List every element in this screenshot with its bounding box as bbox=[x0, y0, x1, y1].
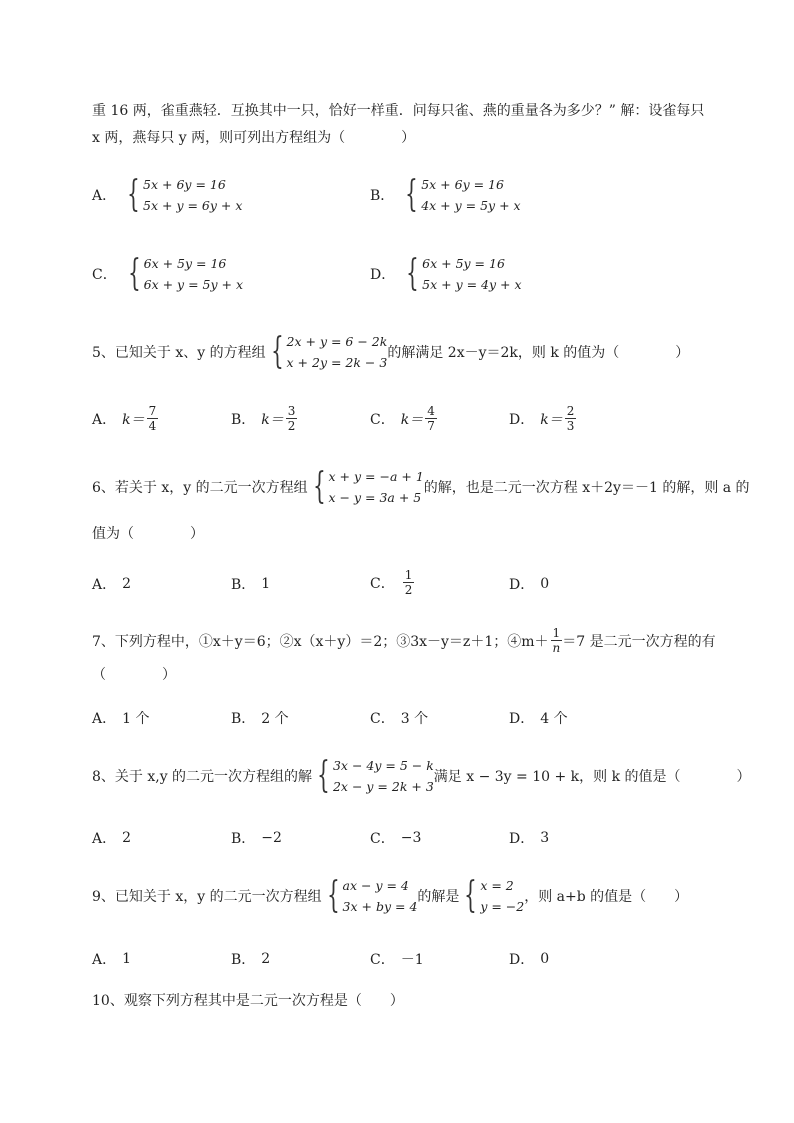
option-label: C． bbox=[370, 711, 395, 727]
question-8 bbox=[92, 755, 751, 797]
brace-icon: { bbox=[317, 755, 330, 796]
equation: 3x − 4y = 5 − k bbox=[332, 758, 434, 773]
option-label: B． bbox=[370, 188, 395, 204]
denominator: n bbox=[552, 641, 561, 655]
equation: y = −2 bbox=[480, 899, 525, 914]
question-6-prefix: 6、若关于 x，y 的二元一次方程组 bbox=[92, 480, 308, 496]
solution-system bbox=[459, 875, 524, 917]
brace-icon: { bbox=[127, 174, 140, 215]
question-7-line2: （ ） bbox=[92, 667, 176, 683]
equation: 5x + y = 4y + x bbox=[422, 277, 522, 292]
brace-icon: { bbox=[270, 331, 284, 372]
q4-option-a[interactable] bbox=[92, 174, 242, 216]
numerator: 1 bbox=[552, 626, 561, 640]
q7-option-c[interactable] bbox=[370, 708, 428, 728]
option-text: 2 bbox=[261, 951, 271, 967]
option-label: B． bbox=[231, 711, 256, 727]
option-lhs: k＝ bbox=[122, 411, 145, 428]
equation: 5x + y = 6y + x bbox=[143, 198, 243, 213]
option-label: B． bbox=[231, 411, 256, 428]
equation-system bbox=[266, 331, 388, 373]
fraction bbox=[425, 404, 437, 433]
fraction bbox=[147, 404, 159, 433]
equation: 4x + y = 5y + x bbox=[421, 198, 521, 213]
question-5-prefix: 5、已知关于 x、y 的方程组 bbox=[92, 345, 266, 361]
option-label: D． bbox=[509, 711, 535, 727]
numerator: 7 bbox=[148, 404, 157, 418]
option-label: C． bbox=[370, 952, 395, 968]
option-text: −2 bbox=[261, 830, 282, 846]
fraction bbox=[403, 568, 415, 597]
brace-icon: { bbox=[406, 253, 419, 294]
question-7 bbox=[92, 626, 716, 655]
denominator: 3 bbox=[566, 419, 575, 433]
option-label: A． bbox=[92, 188, 117, 204]
question-7-suffix: ＝7 是二元一次方程的有 bbox=[562, 633, 716, 650]
numerator: 2 bbox=[566, 404, 575, 418]
equation-system bbox=[122, 174, 242, 216]
q9-option-b[interactable] bbox=[231, 949, 270, 969]
option-label: B． bbox=[231, 577, 256, 593]
denominator: 2 bbox=[287, 419, 296, 433]
option-text: 0 bbox=[540, 951, 550, 967]
q4-option-c[interactable] bbox=[92, 253, 243, 295]
numerator: 4 bbox=[427, 404, 435, 418]
option-text: 2 个 bbox=[261, 711, 289, 727]
q6-option-a[interactable] bbox=[92, 574, 131, 594]
q6-option-c[interactable] bbox=[370, 568, 414, 597]
option-text: 0 bbox=[540, 576, 550, 592]
equation: x + y = −a + 1 bbox=[328, 469, 424, 484]
option-label: C． bbox=[370, 411, 395, 428]
equation: 6x + 5y = 16 bbox=[143, 256, 227, 271]
q8-option-b[interactable] bbox=[231, 828, 282, 848]
question-5 bbox=[92, 331, 689, 373]
option-label: A． bbox=[92, 711, 117, 727]
option-text: 1 个 bbox=[122, 711, 150, 727]
brace-icon: { bbox=[464, 875, 478, 916]
equation-system bbox=[312, 755, 434, 797]
brace-icon: { bbox=[405, 174, 419, 215]
option-label: B． bbox=[231, 952, 256, 968]
q7-option-b[interactable] bbox=[231, 708, 289, 728]
brace-icon: { bbox=[326, 875, 340, 916]
option-text: 1 bbox=[122, 951, 132, 967]
equation: 5x + 6y = 16 bbox=[421, 177, 504, 192]
option-label: A． bbox=[92, 411, 117, 428]
question-9-mid: 的解是 bbox=[417, 889, 460, 905]
fraction bbox=[565, 404, 577, 433]
q9-option-a[interactable] bbox=[92, 949, 131, 969]
option-label: D． bbox=[370, 267, 396, 283]
option-label: D． bbox=[509, 411, 535, 428]
question-6-line2: 值为（ ） bbox=[92, 526, 204, 542]
q8-option-d[interactable] bbox=[509, 828, 549, 848]
equation: 2x + y = 6 − 2k bbox=[286, 334, 388, 349]
option-text: 2 bbox=[122, 830, 132, 846]
option-lhs: k＝ bbox=[261, 411, 284, 428]
equation: 6x + y = 5y + x bbox=[143, 277, 244, 292]
question-8-prefix: 8、关于 x,y 的二元一次方程组的解 bbox=[92, 769, 313, 785]
q6-option-b[interactable] bbox=[231, 574, 270, 594]
q5-option-b[interactable] bbox=[231, 404, 297, 433]
equation-system bbox=[123, 253, 243, 295]
q5-option-c[interactable] bbox=[370, 404, 437, 433]
equation: x + 2y = 2k − 3 bbox=[286, 355, 388, 370]
q7-option-a[interactable] bbox=[92, 708, 149, 728]
denominator: 2 bbox=[404, 583, 413, 597]
option-label: C． bbox=[92, 267, 117, 283]
equation: 2x − y = 2k + 3 bbox=[332, 779, 434, 794]
option-text: 2 bbox=[122, 576, 132, 592]
equation: x = 2 bbox=[480, 878, 514, 893]
equation-system bbox=[322, 875, 418, 917]
question-4-text-line2: x 两，燕每只 y 两，则可列出方程组为（ ） bbox=[92, 130, 416, 146]
q8-option-a[interactable] bbox=[92, 828, 131, 848]
option-lhs: k＝ bbox=[540, 411, 563, 428]
equation-system bbox=[308, 466, 424, 508]
equation-system bbox=[401, 253, 521, 295]
q5-option-a[interactable] bbox=[92, 404, 158, 433]
brace-icon: { bbox=[127, 253, 141, 294]
equation: 3x + by = 4 bbox=[342, 899, 418, 914]
equation-system bbox=[400, 174, 520, 216]
question-4-text-line1: 重 16 两，雀重燕轻．互换其中一只，恰好一样重．问每只雀、燕的重量各为多少？” 解：设雀每只 bbox=[92, 103, 705, 119]
numerator: 3 bbox=[287, 404, 296, 418]
option-label: D． bbox=[509, 831, 535, 847]
equation: x − y = 3a + 5 bbox=[328, 490, 422, 505]
equation: 5x + 6y = 16 bbox=[143, 177, 226, 192]
equation: ax − y = 4 bbox=[342, 878, 409, 893]
option-label: D． bbox=[509, 952, 535, 968]
q4-option-d[interactable] bbox=[370, 253, 522, 295]
option-label: C． bbox=[370, 575, 395, 592]
option-text: －1 bbox=[400, 952, 424, 968]
q9-option-c[interactable] bbox=[370, 949, 424, 969]
question-6-suffix: 的解，也是二元一次方程 x＋2y＝－1 的解，则 a 的 bbox=[423, 480, 750, 496]
question-6 bbox=[92, 466, 750, 508]
option-label: B． bbox=[231, 831, 256, 847]
option-label: A． bbox=[92, 831, 117, 847]
question-5-suffix: 的解满足 2x－y＝2k，则 k 的值为（ ） bbox=[387, 345, 690, 361]
question-9 bbox=[92, 875, 688, 917]
question-10: 10、观察下列方程其中是二元一次方程是（ ） bbox=[92, 993, 404, 1009]
option-text: −3 bbox=[400, 830, 422, 846]
q4-option-b[interactable] bbox=[370, 174, 521, 216]
denominator: 7 bbox=[427, 419, 435, 433]
equation: 6x + 5y = 16 bbox=[422, 256, 505, 271]
option-text: 3 bbox=[540, 830, 550, 846]
option-label: A． bbox=[92, 952, 117, 968]
option-lhs: k＝ bbox=[400, 411, 424, 428]
option-text: 4 个 bbox=[540, 711, 568, 727]
question-9-suffix: ，则 a+b 的值是（ ） bbox=[524, 889, 689, 905]
q5-option-d[interactable] bbox=[509, 404, 576, 433]
question-9-prefix: 9、已知关于 x，y 的二元一次方程组 bbox=[92, 889, 322, 905]
question-7-prefix: 7、下列方程中，①x＋y＝6；②x（x＋y）＝2；③3x－y＝z＋1；④m＋ bbox=[92, 633, 549, 650]
option-text: 3 个 bbox=[400, 711, 429, 727]
q8-option-c[interactable] bbox=[370, 828, 421, 848]
q7-option-d[interactable] bbox=[509, 708, 568, 728]
q6-option-d[interactable] bbox=[509, 574, 549, 594]
option-text: 1 bbox=[261, 576, 271, 592]
numerator: 1 bbox=[404, 568, 413, 582]
option-label: C． bbox=[370, 831, 395, 847]
fraction bbox=[286, 404, 298, 433]
question-8-suffix: 满足 x − 3y = 10 + k，则 k 的值是（ ） bbox=[433, 769, 751, 785]
q9-option-d[interactable] bbox=[509, 949, 549, 969]
option-label: D． bbox=[509, 577, 535, 593]
fraction bbox=[551, 626, 563, 655]
option-label: A． bbox=[92, 577, 117, 593]
brace-icon: { bbox=[312, 466, 326, 507]
denominator: 4 bbox=[148, 419, 157, 433]
